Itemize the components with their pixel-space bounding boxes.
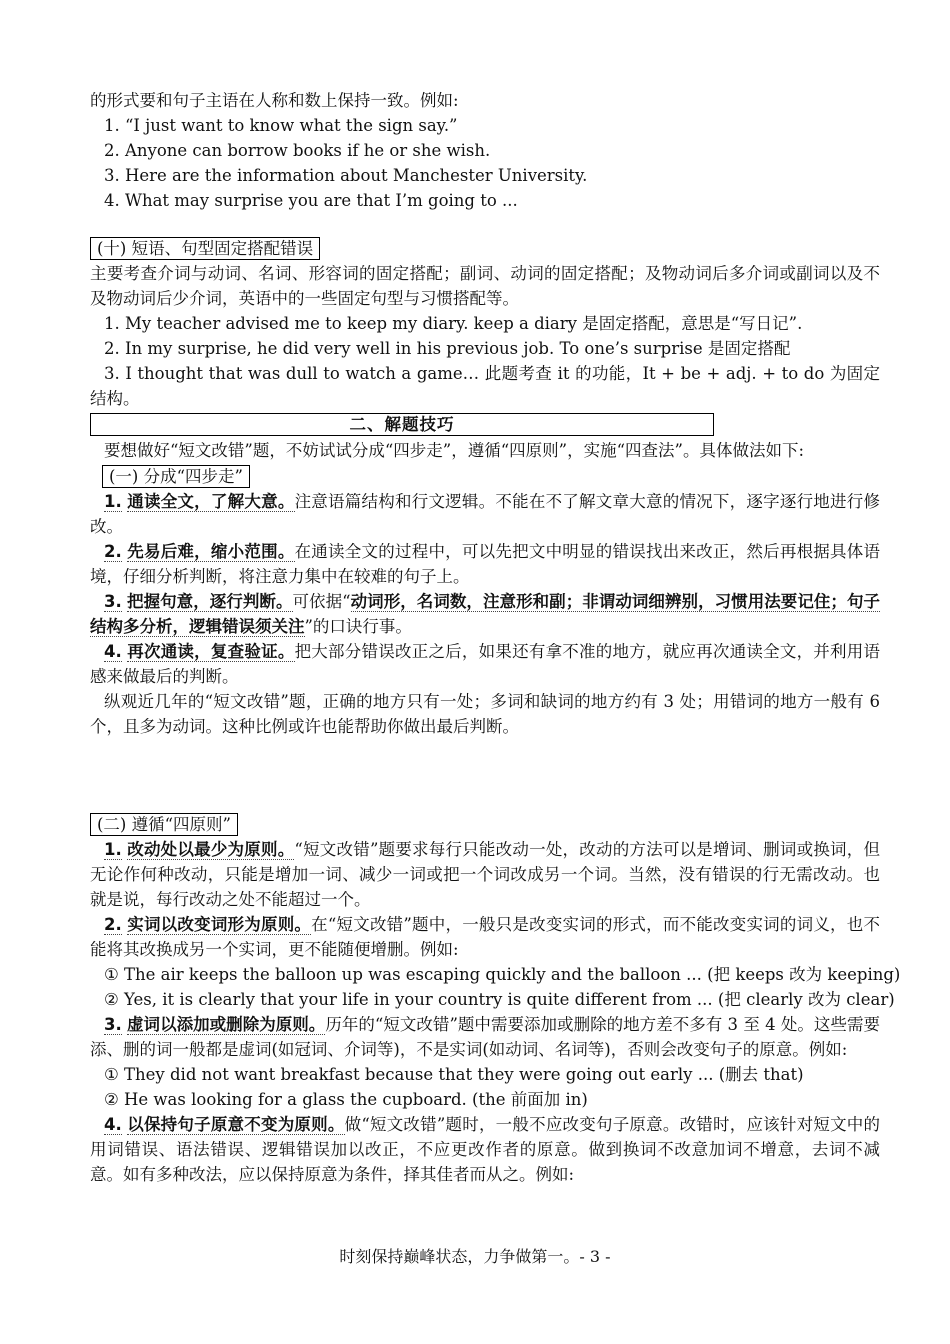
section-description: 主要考查介词与动词、名词、形容词的固定搭配；副词、动词的固定搭配；及物动词后多介词或副词以及不及物动词后少介词，英语中的一些固定句型与习惯搭配等。 xyxy=(90,264,880,308)
page-footer: 时刻保持巅峰状态，力争做第一。- 3 - xyxy=(339,1247,611,1266)
step-text: ”的口诀行事。 xyxy=(304,617,412,636)
example-line: ② Yes, it is clearly that your life in your country is quite different from ... (把 clearly 改为 clear) xyxy=(104,990,895,1009)
step-number: 3. xyxy=(104,592,122,611)
principle-item xyxy=(90,1012,880,1062)
principle-number: 4. xyxy=(104,1115,122,1134)
principle-text: “短文改错”题要求每行只能改动一处，改动的方法可以是增词、删词或换词，但无论作何种改动，只能是增加一词、减少一词或把一个词改成另一个词。当然，没有错误的行无需改动。也就是说，每行改动之处不能超过一个。 xyxy=(90,840,880,909)
step-title: 把握句意，逐行判断。 xyxy=(127,592,293,611)
example-line: 2. In my surprise, he did very well in his previous job. To one’s surprise 是固定搭配 xyxy=(104,339,791,358)
step-mnemonic: 动词形，名词数，注意形和副；非谓动词细辨别，习惯用法要记住；句子结构多分析，逻辑错误须关注 xyxy=(90,592,881,636)
example-line: ① The air keeps the balloon up was escaping quickly and the balloon ... (把 keeps 改为 keeping) xyxy=(104,965,901,984)
step-item xyxy=(90,639,880,689)
example-line: 2. Anyone can borrow books if he or she wish. xyxy=(104,141,491,160)
principle-text: 历年的“短文改错”题中需要添加或删除的地方差不多有 3 至 4 处。这些需要添、删的词一般都是虚词(如冠词、介词等)，不是实词(如动词、名词等)，否则会改变句子的原意。例如: xyxy=(90,1015,881,1059)
step-number: 4. xyxy=(104,642,122,661)
principle-item xyxy=(90,837,880,912)
step-item xyxy=(90,489,880,539)
principle-text: 在“短文改错”题中，一般只是改变实词的形式，而不能改变实词的词义，也不能将其改换成另一个实词，更不能随便增删。例如: xyxy=(90,915,880,959)
principle-number: 3. xyxy=(104,1015,122,1034)
step-item xyxy=(90,539,880,589)
step-text: 注意语篇结构和行文逻辑。不能在不了解文章大意的情况下，逐字逐行地进行修改。 xyxy=(90,492,881,536)
example-line: 3. I thought that was dull to watch a game… 此题考查 it 的功能，It + be + adj. + to do 为固定结构。 xyxy=(90,364,880,408)
example-line: 3. Here are the information about Manchester University. xyxy=(104,166,588,185)
step-number: 1. xyxy=(104,492,122,511)
principle-title: 改动处以最少为原则。 xyxy=(127,840,295,859)
principle-title: 实词以改变词形为原则。 xyxy=(127,915,312,934)
document-page xyxy=(90,88,901,1187)
paragraph-continuation: 的形式要和句子主语在人称和数上保持一致。例如: xyxy=(90,91,459,110)
example-line: ② He was looking for a glass the cupboard. (the 前面加 in) xyxy=(104,1090,588,1109)
principle-title: 虚词以添加或删除为原则。 xyxy=(127,1015,326,1034)
step-number: 2. xyxy=(104,542,122,561)
steps-summary: 纵观近几年的“短文改错”题，正确的地方只有一处；多词和缺词的地方约有 3 处；用错词的地方一般有 6 个，且多为动词。这种比例或许也能帮助你做出最后判断。 xyxy=(90,692,880,736)
part-title-bar: 二、解题技巧 xyxy=(90,413,714,436)
principle-number: 2. xyxy=(104,915,122,934)
example-line: ① They did not want breakfast because that they were going out early ... (删去 that) xyxy=(104,1065,804,1084)
principle-title: 以保持句子原意不变为原则。 xyxy=(127,1115,345,1134)
subsection-heading: (一) 分成“四步走” xyxy=(102,465,250,488)
step-text-pre: 可依据“ xyxy=(292,592,351,611)
example-line: 1. “I just want to know what the sign say.” xyxy=(104,116,458,135)
section-heading: (十) 短语、句型固定搭配错误 xyxy=(90,237,320,260)
principle-item xyxy=(90,1112,880,1187)
step-text: 把大部分错误改正之后，如果还有拿不准的地方，就应再次通读全文，并利用语感来做最后的判断。 xyxy=(90,642,881,686)
step-item xyxy=(90,589,880,639)
step-title: 通读全文，了解大意。 xyxy=(127,492,295,511)
example-line: 4. What may surprise you are that I’m going to ... xyxy=(104,191,518,210)
principle-number: 1. xyxy=(104,840,122,859)
principle-text: 做“短文改错”题时，一般不应改变句子原意。改错时，应该针对短文中的用词错误、语法错误、逻辑错误加以改正，不应更改作者的原意。做到换词不改意加词不增意，去词不减意。如有多种改法，应以保持原意为条件，择其佳者而从之。例如: xyxy=(90,1115,881,1184)
step-title: 先易后难，缩小范围。 xyxy=(127,542,295,561)
step-title: 再次通读，复查验证。 xyxy=(127,642,295,661)
example-line: 1. My teacher advised me to keep my diary. keep a diary 是固定搭配，意思是“写日记”. xyxy=(104,314,803,333)
step-text: 在通读全文的过程中，可以先把文中明显的错误找出来改正，然后再根据具体语境，仔细分析判断，将注意力集中在较难的句子上。 xyxy=(90,542,881,586)
subsection-heading: (二) 遵循“四原则” xyxy=(90,813,238,836)
principle-item xyxy=(90,912,880,962)
part-intro: 要想做好“短文改错”题，不妨试试分成“四步走”，遵循“四原则”，实施“四查法”。具体做法如下: xyxy=(104,441,805,460)
